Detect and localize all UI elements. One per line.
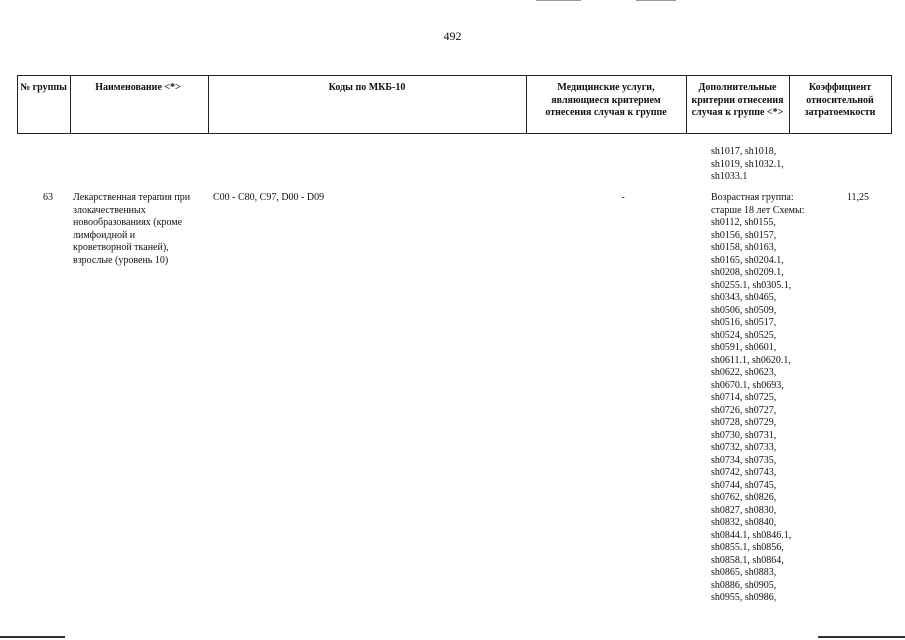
group-name-line: злокачественных <box>73 204 146 216</box>
criteria-line: sh0955, sh0986, <box>711 592 777 603</box>
criteria-line: sh0112, sh0155, <box>711 217 776 228</box>
group-name-line: Лекарственная терапия при <box>73 192 191 203</box>
criteria-line: sh0726, sh0727, <box>711 404 777 416</box>
criteria-line: sh0714, sh0725, <box>711 392 777 403</box>
criteria-line: sh0622, sh0623, <box>711 367 777 378</box>
criteria-line: sh0844.1, sh0846.1, <box>711 529 792 541</box>
criteria-line: sh0734, sh0735, <box>711 454 777 466</box>
group-name-line: лимфоидной и <box>73 229 136 241</box>
criteria-line: sh0728, sh0729, <box>711 417 777 428</box>
group-name-line: взрослые (уровень 10) <box>73 254 169 266</box>
column-divider <box>70 75 71 133</box>
page-number: 492 <box>443 29 462 43</box>
header-additional-criteria: Дополнительные критерии отнесения случая к группе <*> <box>691 82 784 118</box>
column-divider <box>891 75 892 133</box>
group-number: 63 <box>43 192 53 203</box>
criteria-line: sh0827, sh0830, <box>711 504 777 516</box>
criteria-line: sh0343, sh0465, <box>711 292 777 303</box>
criteria-line: sh0611.1, sh0620.1, <box>711 354 791 366</box>
criteria-line: sh0855.1, sh0856, <box>711 542 784 553</box>
table-header-bottom-border <box>17 133 892 134</box>
criteria-line: sh0208, sh0209.1, <box>711 267 784 278</box>
header-medical-services: Медицинские услуги, являющиеся критерием отнесения случая к группе <box>545 82 667 118</box>
criteria-line: sh0732, sh0733, <box>711 442 777 453</box>
criteria-line: sh0858.1, sh0864, <box>711 554 784 566</box>
criteria-line: sh0506, sh0509, <box>711 304 777 316</box>
criteria-line: sh0591, sh0601, <box>711 342 777 353</box>
criteria-line: sh0744, sh0745, <box>711 479 777 491</box>
criteria-line: sh0156, sh0157, <box>711 229 777 241</box>
criteria-line: sh0165, sh0204.1, <box>711 254 784 266</box>
criteria-line: sh0865, sh0883, <box>711 567 777 578</box>
group-name <box>73 192 208 267</box>
column-divider <box>789 75 790 133</box>
criteria-line: старше 18 лет Схемы: <box>711 204 805 216</box>
column-divider <box>208 75 209 133</box>
column-divider <box>526 75 527 133</box>
header-name: Наименование <*> <box>95 82 181 93</box>
scan-artifact-line <box>636 0 676 1</box>
additional-criteria <box>711 192 815 605</box>
scan-artifact-line <box>0 636 65 638</box>
table-top-border <box>17 75 892 76</box>
group-name-line: кроветворной тканей), <box>73 242 169 253</box>
scan-artifact-line <box>818 636 905 638</box>
criteria-line: sh0886, sh0905, <box>711 579 777 591</box>
criteria-line: sh0742, sh0743, <box>711 467 777 478</box>
header-icd-codes: Коды по МКБ-10 <box>328 82 406 93</box>
criteria-line: sh0255.1, sh0305.1, <box>711 279 792 291</box>
continuation-criteria <box>711 146 811 184</box>
icd-codes: C00 - C80, C97, D00 - D09 <box>213 192 325 203</box>
criteria-line: Возрастная группа: <box>711 192 794 203</box>
criteria-line: sh0524, sh0525, <box>711 329 777 341</box>
continuation-line: sh1033.1 <box>711 171 748 182</box>
scan-artifact-line <box>536 0 581 1</box>
criteria-line: sh0670.1, sh0693, <box>711 379 784 391</box>
cost-coefficient: 11,25 <box>846 192 870 203</box>
continuation-line: sh1017, sh1018, <box>711 146 777 157</box>
header-coefficient: Коэффициент относительной затратоемкости <box>804 82 876 118</box>
criteria-line: sh0516, sh0517, <box>711 317 777 328</box>
continuation-line: sh1019, sh1032.1, <box>711 158 784 170</box>
criteria-line: sh0832, sh0840, <box>711 517 777 528</box>
criteria-line: sh0762, sh0826, <box>711 492 777 503</box>
column-divider <box>17 75 18 133</box>
header-group-number: № группы <box>20 82 67 93</box>
medical-services: - <box>621 192 625 203</box>
criteria-line: sh0730, sh0731, <box>711 429 777 441</box>
criteria-line: sh0158, sh0163, <box>711 242 777 253</box>
group-name-line: новообразованиях (кроме <box>73 217 183 228</box>
column-divider <box>686 75 687 133</box>
